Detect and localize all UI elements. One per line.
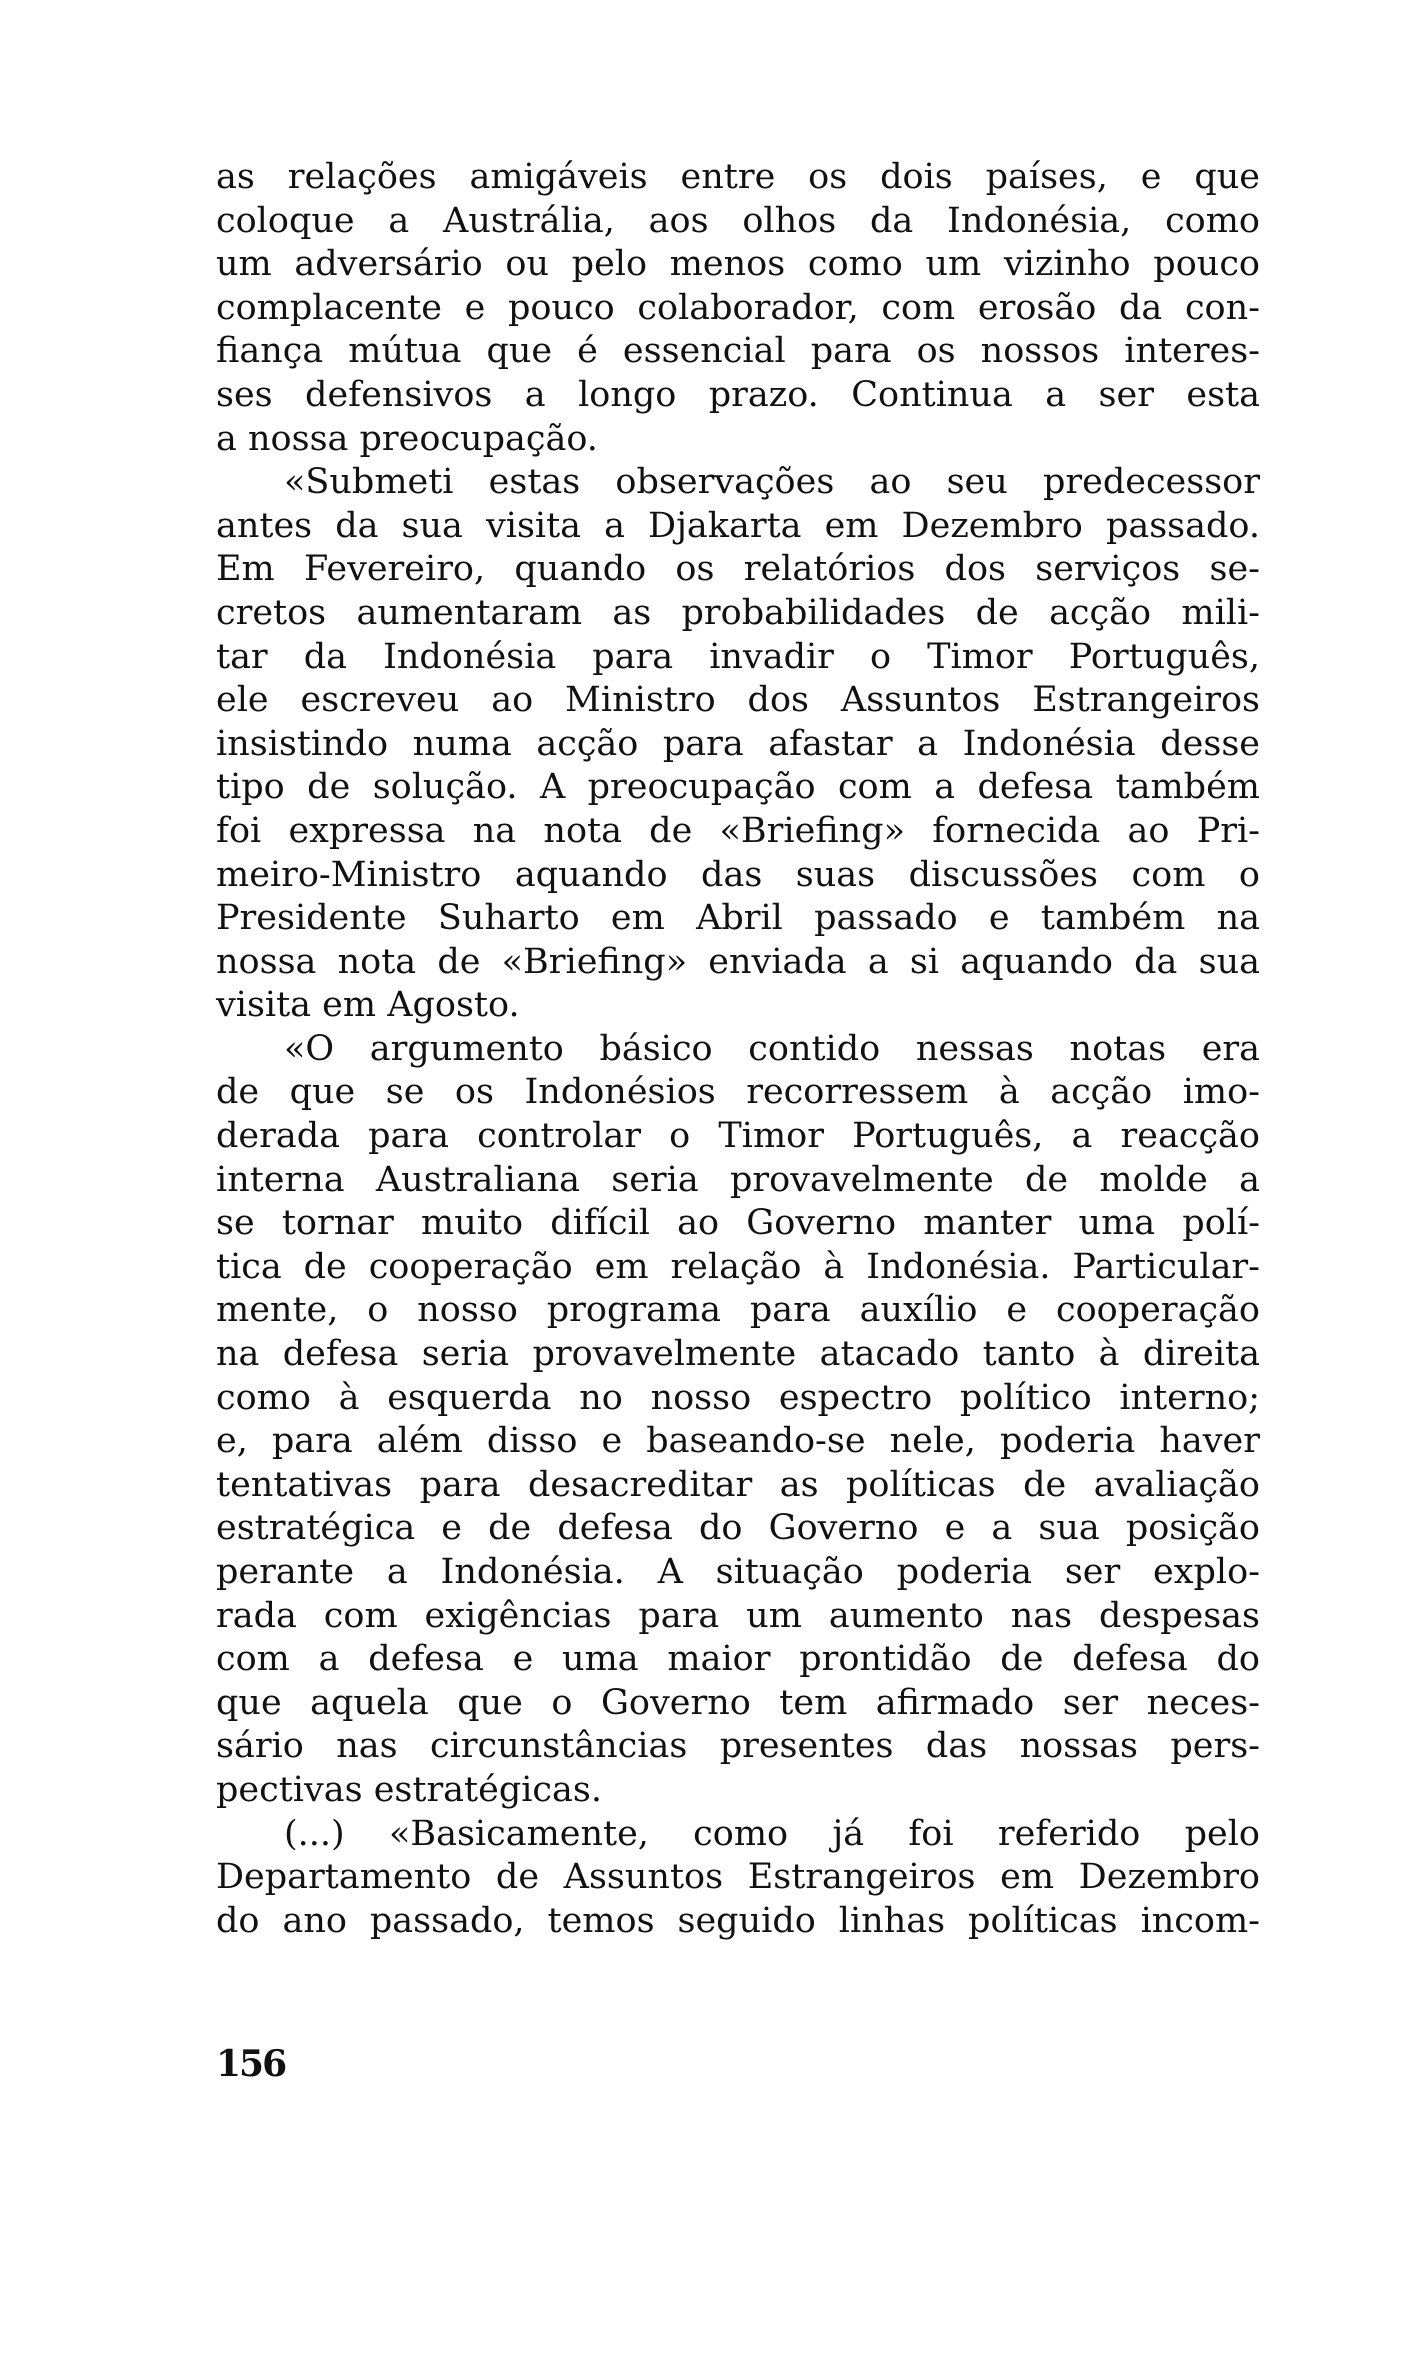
text-line: com a defesa e uma maior prontidão de defesa do <box>216 1639 1260 1680</box>
text-line: rada com exigências para um aumento nas despesas <box>216 1595 1260 1636</box>
text-line: que aquela que o Governo tem afirmado ser neces- <box>216 1682 1260 1723</box>
text-line: um adversário ou pelo menos como um vizinho pouco <box>216 244 1260 285</box>
text-line: pectivas estratégicas. <box>216 1769 602 1810</box>
text-line: tipo de solução. A preocupação com a defesa também <box>216 767 1260 808</box>
body-text <box>216 156 1260 1943</box>
text-line: de que se os Indonésios recorressem à acção imo- <box>216 1072 1260 1113</box>
text-line: visita em Agosto. <box>216 985 520 1026</box>
text-line: como à esquerda no nosso espectro político interno; <box>216 1377 1260 1418</box>
text-line: mente, o nosso programa para auxílio e cooperação <box>216 1290 1260 1331</box>
text-line: foi expressa na nota de «Briefing» fornecida ao Pri- <box>216 810 1260 851</box>
text-line: e, para além disso e baseando-se nele, poderia haver <box>216 1421 1260 1462</box>
text-line: interna Australiana seria provavelmente de molde a <box>216 1159 1260 1200</box>
text-line: a nossa preocupação. <box>216 418 598 459</box>
text-line: antes da sua visita a Djakarta em Dezembro passado. <box>216 505 1260 546</box>
text-line: «Submeti estas observações ao seu predecessor <box>284 462 1260 503</box>
text-line: (...) «Basicamente, como já foi referido pelo <box>284 1813 1260 1854</box>
text-line: tar da Indonésia para invadir o Timor Português, <box>216 636 1260 677</box>
text-line: ses defensivos a longo prazo. Continua a ser esta <box>216 374 1260 415</box>
text-line: se tornar muito difícil ao Governo manter uma polí- <box>216 1203 1260 1244</box>
text-line: derada para controlar o Timor Português, a reacção <box>216 1116 1260 1157</box>
text-line: nossa nota de «Briefing» enviada a si aquando da sua <box>216 941 1260 982</box>
text-line: perante a Indonésia. A situação poderia ser explo- <box>216 1552 1260 1592</box>
text-line: meiro-Ministro aquando das suas discussões com o <box>216 854 1260 895</box>
text-line: cretos aumentaram as probabilidades de acção mili- <box>216 592 1260 633</box>
text-line: ele escreveu ao Ministro dos Assuntos Estrangeiros <box>216 680 1260 721</box>
text-line: tentativas para desacreditar as políticas de avaliação <box>216 1464 1260 1505</box>
text-line: Departamento de Assuntos Estrangeiros em Dezembro <box>216 1857 1260 1898</box>
text-line: Em Fevereiro, quando os relatórios dos serviços se- <box>216 549 1260 590</box>
text-line: fiança mútua que é essencial para os nossos interes- <box>216 331 1260 372</box>
page-number: 156 <box>216 2043 286 2085</box>
text-line: estratégica e de defesa do Governo e a sua posição <box>216 1508 1260 1549</box>
text-line: insistindo numa acção para afastar a Indonésia desse <box>216 723 1260 764</box>
text-line: na defesa seria provavelmente atacado tanto à direita <box>216 1334 1260 1375</box>
text-line: as relações amigáveis entre os dois países, e que <box>216 157 1260 197</box>
text-line: sário nas circunstâncias presentes das nossas pers- <box>216 1726 1260 1767</box>
text-line: «O argumento básico contido nessas notas era <box>284 1028 1260 1069</box>
text-line: coloque a Austrália, aos olhos da Indonésia, como <box>216 200 1260 241</box>
text-line: Presidente Suharto em Abril passado e também na <box>216 898 1260 939</box>
text-line: do ano passado, temos seguido linhas políticas incom- <box>216 1900 1260 1941</box>
text-line: complacente e pouco colaborador, com erosão da con- <box>216 287 1260 328</box>
text-line: tica de cooperação em relação à Indonésia. Particular- <box>216 1246 1260 1287</box>
